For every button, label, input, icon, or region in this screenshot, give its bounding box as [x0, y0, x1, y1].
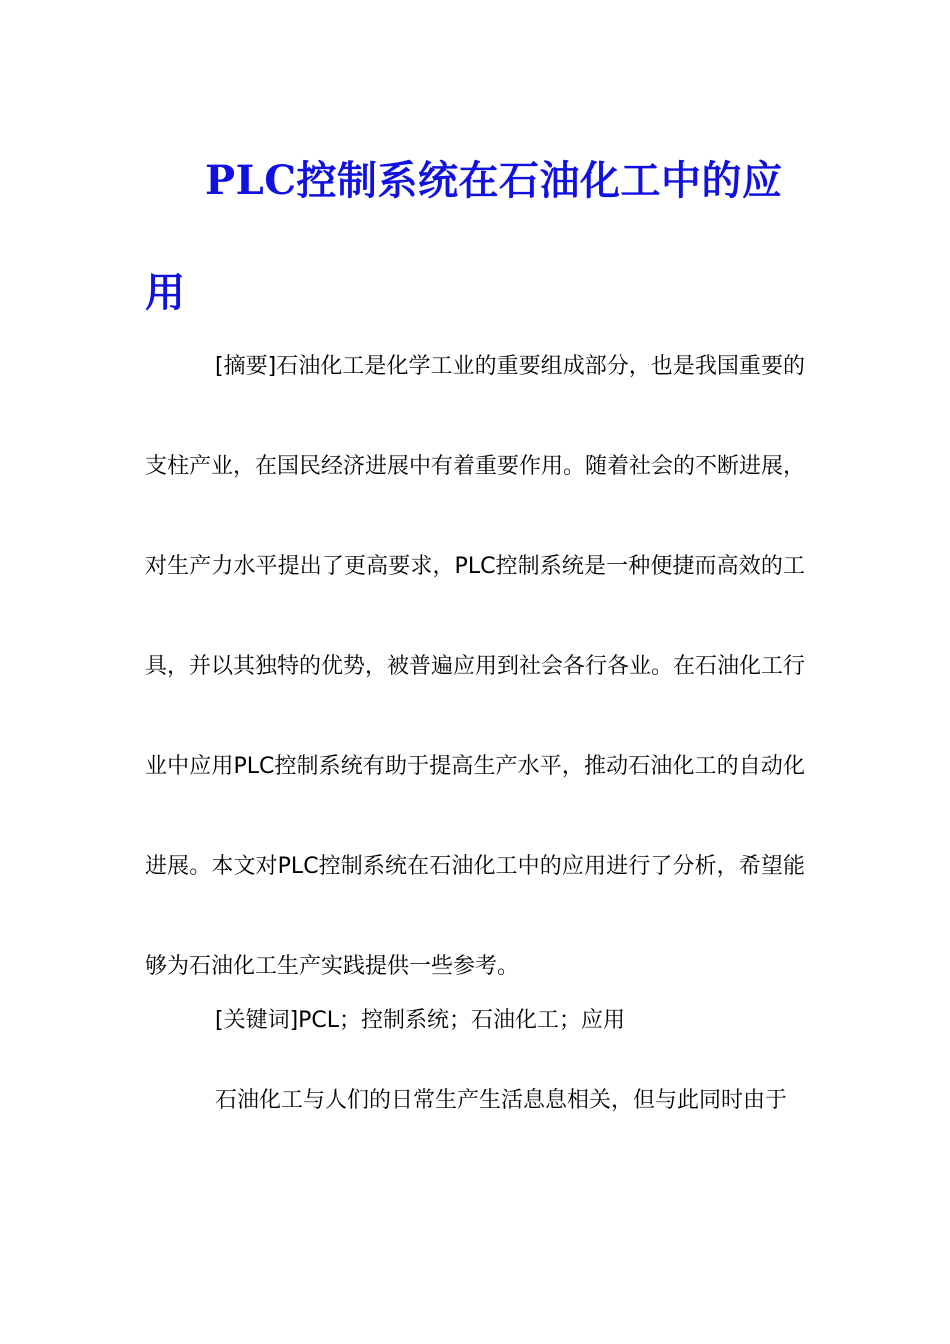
abstract-paragraph: [摘要]石油化工是化学工业的重要组成部分，也是我国重要的支柱产业，在国民经济进展中有着重要作用。随着社会的不断进展，对生产力水平提出了更高要求，PLC控制系统是一种便捷而高效的工具，并以其独特的优势，被普遍应用到社会各行各业。在石油化工行业中应用PLC控制系统有助于提高生产水平，推动石油化工的自动化进展。本文对PLC控制系统在石油化工中的应用进行了分析，希望能够为石油化工生产实践提供一些参考。: [145, 354, 806, 979]
document-title: PLC控制系统在石油化工中的应用: [145, 157, 783, 316]
keywords-paragraph: [关键词]PCL；控制系统；石油化工；应用: [215, 1008, 626, 1033]
intro-paragraph: 石油化工与人们的日常生产生活息息相关，但与此同时由于: [215, 1088, 788, 1113]
